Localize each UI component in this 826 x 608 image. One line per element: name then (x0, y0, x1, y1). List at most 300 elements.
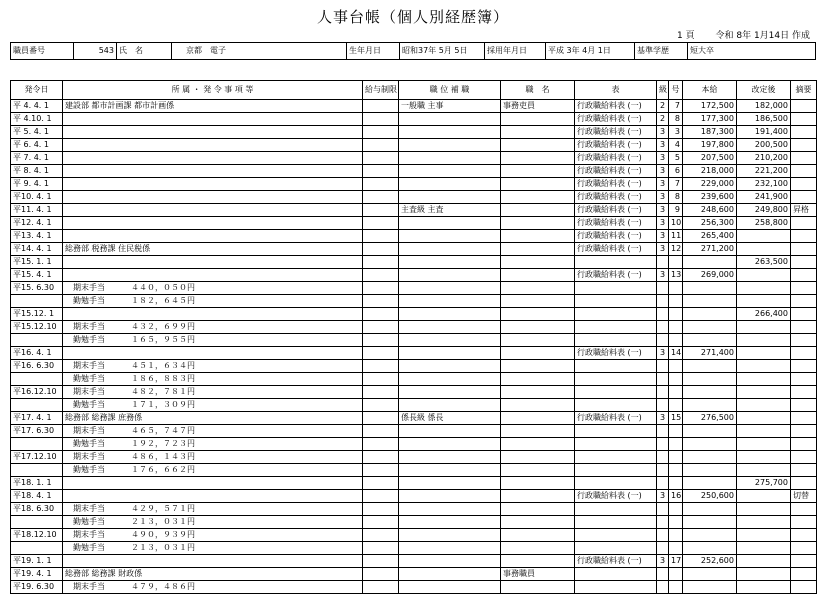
row-pay (683, 399, 737, 412)
row-grade: 3 (657, 217, 669, 230)
table-row (11, 373, 817, 386)
row-title (501, 243, 575, 256)
row-note (791, 126, 817, 139)
row-title (501, 438, 575, 451)
row-note (791, 243, 817, 256)
row-grade (657, 516, 669, 529)
row-position (399, 464, 501, 477)
row-pay (683, 334, 737, 347)
row-date: 平16. 6.30 (11, 360, 63, 373)
row-table: 行政職給料表 (一) (575, 555, 657, 568)
col-restrict: 給与制限 (363, 81, 399, 100)
row-revised (737, 334, 791, 347)
row-dept (63, 334, 363, 347)
row-title (501, 490, 575, 503)
col-grade: 級 (657, 81, 669, 100)
row-revised (737, 269, 791, 282)
row-table (575, 334, 657, 347)
row-revised: 191,400 (737, 126, 791, 139)
row-table (575, 256, 657, 269)
row-dept (63, 438, 363, 451)
row-revised (737, 529, 791, 542)
row-restrict (363, 295, 399, 308)
row-title (501, 503, 575, 516)
bonus-amount: ４３２，６９９円 (131, 322, 195, 331)
row-title (501, 464, 575, 477)
row-pay (683, 529, 737, 542)
row-note (791, 451, 817, 464)
row-table (575, 386, 657, 399)
table-row (11, 542, 817, 555)
row-pay (683, 516, 737, 529)
row-date: 平18. 4. 1 (11, 490, 63, 503)
row-date: 平19. 4. 1 (11, 568, 63, 581)
name-value: 京都 電子 (172, 43, 347, 60)
table-row (11, 295, 817, 308)
row-step (669, 399, 683, 412)
row-table: 行政職給料表 (一) (575, 178, 657, 191)
row-date: 平17.12.10 (11, 451, 63, 464)
row-date (11, 464, 63, 477)
row-grade (657, 438, 669, 451)
col-date: 発令日 (11, 81, 63, 100)
row-position (399, 178, 501, 191)
row-step: 13 (669, 269, 683, 282)
row-date: 平 6. 4. 1 (11, 139, 63, 152)
row-pay (683, 308, 737, 321)
row-table: 行政職給料表 (一) (575, 347, 657, 360)
row-table (575, 542, 657, 555)
row-grade (657, 334, 669, 347)
name-label: 氏 名 (117, 43, 172, 60)
row-note (791, 165, 817, 178)
col-step: 号 (669, 81, 683, 100)
row-position (399, 191, 501, 204)
row-position (399, 321, 501, 334)
row-step (669, 581, 683, 594)
row-note (791, 100, 817, 113)
row-revised: 186,500 (737, 113, 791, 126)
row-note (791, 230, 817, 243)
row-title (501, 321, 575, 334)
row-restrict (363, 243, 399, 256)
row-date: 平15.12. 1 (11, 308, 63, 321)
row-dept (63, 113, 363, 126)
row-revised (737, 282, 791, 295)
row-note (791, 477, 817, 490)
row-position (399, 581, 501, 594)
column-header-row (11, 81, 817, 100)
bonus-type: 勤勉手当 (73, 335, 105, 344)
row-note (791, 503, 817, 516)
row-title (501, 477, 575, 490)
row-dept (63, 399, 363, 412)
row-restrict (363, 152, 399, 165)
row-table: 行政職給料表 (一) (575, 152, 657, 165)
table-row (11, 490, 817, 503)
row-grade (657, 542, 669, 555)
row-date: 平15. 6.30 (11, 282, 63, 295)
row-revised (737, 373, 791, 386)
row-title (501, 386, 575, 399)
birth-label: 生年月日 (347, 43, 400, 60)
row-step (669, 542, 683, 555)
bonus-amount: ４７９，４８６円 (131, 582, 195, 591)
row-revised (737, 412, 791, 425)
row-restrict (363, 438, 399, 451)
bonus-amount: １９２，７２３円 (131, 439, 195, 448)
row-pay (683, 360, 737, 373)
row-table (575, 399, 657, 412)
row-step (669, 308, 683, 321)
row-note (791, 256, 817, 269)
row-note (791, 516, 817, 529)
row-note (791, 282, 817, 295)
row-restrict (363, 256, 399, 269)
bonus-type: 勤勉手当 (73, 400, 105, 409)
bonus-type: 期末手当 (73, 452, 105, 461)
row-title (501, 451, 575, 464)
row-pay: 252,600 (683, 555, 737, 568)
row-restrict (363, 360, 399, 373)
col-note: 摘要 (791, 81, 817, 100)
page-number: 1 頁 (677, 31, 695, 41)
row-pay: 256,300 (683, 217, 737, 230)
hire-label: 採用年月日 (485, 43, 546, 60)
row-table: 行政職給料表 (一) (575, 269, 657, 282)
row-table (575, 568, 657, 581)
row-note (791, 542, 817, 555)
row-grade (657, 386, 669, 399)
table-row (11, 529, 817, 542)
row-revised: 275,700 (737, 477, 791, 490)
row-restrict (363, 581, 399, 594)
row-restrict (363, 321, 399, 334)
row-position (399, 555, 501, 568)
table-row (11, 516, 817, 529)
row-restrict (363, 347, 399, 360)
row-pay: 276,500 (683, 412, 737, 425)
bonus-type: 期末手当 (73, 322, 105, 331)
table-row (11, 581, 817, 594)
bonus-type: 期末手当 (73, 283, 105, 292)
row-note (791, 334, 817, 347)
row-pay (683, 542, 737, 555)
row-note: 昇格 (791, 204, 817, 217)
row-table: 行政職給料表 (一) (575, 230, 657, 243)
row-revised (737, 386, 791, 399)
row-step: 12 (669, 243, 683, 256)
row-table: 行政職給料表 (一) (575, 113, 657, 126)
row-pay: 271,200 (683, 243, 737, 256)
row-restrict (363, 139, 399, 152)
row-date: 平15. 1. 1 (11, 256, 63, 269)
row-table (575, 373, 657, 386)
row-note (791, 529, 817, 542)
row-position (399, 438, 501, 451)
row-restrict (363, 412, 399, 425)
row-position (399, 451, 501, 464)
row-step (669, 451, 683, 464)
table-row (11, 308, 817, 321)
row-dept (63, 152, 363, 165)
row-step: 7 (669, 178, 683, 191)
row-grade (657, 373, 669, 386)
row-grade: 3 (657, 204, 669, 217)
row-dept (63, 191, 363, 204)
row-restrict (363, 230, 399, 243)
row-date: 平 7. 4. 1 (11, 152, 63, 165)
row-pay (683, 386, 737, 399)
bonus-amount: ４８６，１４３円 (131, 452, 195, 461)
row-note (791, 113, 817, 126)
table-row (11, 230, 817, 243)
row-revised (737, 347, 791, 360)
row-title (501, 425, 575, 438)
row-note (791, 295, 817, 308)
row-dept (63, 269, 363, 282)
row-date: 平17. 4. 1 (11, 412, 63, 425)
employee-header-table (10, 42, 816, 60)
row-title (501, 581, 575, 594)
row-revised (737, 503, 791, 516)
row-pay (683, 477, 737, 490)
row-position (399, 347, 501, 360)
row-table (575, 321, 657, 334)
row-position: 主査級 主査 (399, 204, 501, 217)
row-revised (737, 516, 791, 529)
row-note (791, 191, 817, 204)
row-step: 11 (669, 230, 683, 243)
row-table (575, 308, 657, 321)
row-revised (737, 581, 791, 594)
row-restrict (363, 451, 399, 464)
table-row (11, 321, 817, 334)
bonus-type: 勤勉手当 (73, 374, 105, 383)
row-grade (657, 295, 669, 308)
row-table (575, 282, 657, 295)
bonus-type: 期末手当 (73, 530, 105, 539)
bonus-type: 勤勉手当 (73, 543, 105, 552)
row-grade (657, 425, 669, 438)
row-date: 平18. 6.30 (11, 503, 63, 516)
row-grade: 3 (657, 191, 669, 204)
row-table: 行政職給料表 (一) (575, 204, 657, 217)
table-row (11, 282, 817, 295)
row-note (791, 568, 817, 581)
row-revised (737, 399, 791, 412)
row-position (399, 295, 501, 308)
row-step (669, 321, 683, 334)
row-restrict (363, 269, 399, 282)
row-pay (683, 568, 737, 581)
row-restrict (363, 490, 399, 503)
row-restrict (363, 191, 399, 204)
table-row (11, 334, 817, 347)
row-restrict (363, 399, 399, 412)
row-restrict (363, 568, 399, 581)
birth-value: 昭和37年 5月 5日 (400, 43, 485, 60)
row-note (791, 438, 817, 451)
row-note (791, 581, 817, 594)
row-date: 平18. 1. 1 (11, 477, 63, 490)
row-step: 6 (669, 165, 683, 178)
row-grade: 3 (657, 555, 669, 568)
row-revised: 200,500 (737, 139, 791, 152)
row-date: 平 8. 4. 1 (11, 165, 63, 178)
row-dept (63, 256, 363, 269)
created-date: 令和 8年 1月14日 作成 (715, 31, 810, 41)
row-step: 16 (669, 490, 683, 503)
row-revised: 241,900 (737, 191, 791, 204)
bonus-type: 勤勉手当 (73, 517, 105, 526)
row-step (669, 477, 683, 490)
row-dept (63, 529, 363, 542)
col-dept: 所 属 ・ 発 令 事 項 等 (63, 81, 363, 100)
row-dept (63, 581, 363, 594)
row-note (791, 217, 817, 230)
row-step: 5 (669, 152, 683, 165)
row-date: 平14. 4. 1 (11, 243, 63, 256)
row-pay (683, 451, 737, 464)
row-title (501, 373, 575, 386)
row-dept (63, 386, 363, 399)
row-date: 平16.12.10 (11, 386, 63, 399)
emp-no-label: 職員番号 (11, 43, 74, 60)
row-revised: 232,100 (737, 178, 791, 191)
row-position (399, 568, 501, 581)
row-step (669, 438, 683, 451)
row-table (575, 295, 657, 308)
row-dept: 総務部 総務課 庶務係 (63, 412, 363, 425)
bonus-type: 期末手当 (73, 504, 105, 513)
row-position (399, 256, 501, 269)
table-row (11, 126, 817, 139)
row-step: 14 (669, 347, 683, 360)
row-dept (63, 139, 363, 152)
row-revised: 182,000 (737, 100, 791, 113)
row-dept (63, 295, 363, 308)
row-step: 15 (669, 412, 683, 425)
row-table: 行政職給料表 (一) (575, 139, 657, 152)
row-revised (737, 243, 791, 256)
row-dept: 総務部 総務課 財政係 (63, 568, 363, 581)
row-grade (657, 568, 669, 581)
row-title (501, 230, 575, 243)
row-step: 8 (669, 113, 683, 126)
row-date: 平16. 4. 1 (11, 347, 63, 360)
row-date: 平13. 4. 1 (11, 230, 63, 243)
row-date: 平 4.10. 1 (11, 113, 63, 126)
row-dept (63, 425, 363, 438)
row-position (399, 152, 501, 165)
table-row (11, 386, 817, 399)
bonus-type: 勤勉手当 (73, 465, 105, 474)
row-step (669, 568, 683, 581)
row-title: 事務職員 (501, 568, 575, 581)
row-step (669, 503, 683, 516)
row-table (575, 503, 657, 516)
row-restrict (363, 542, 399, 555)
edu-label: 基準学歴 (635, 43, 688, 60)
table-row (11, 191, 817, 204)
row-pay: 250,600 (683, 490, 737, 503)
row-pay: 271,400 (683, 347, 737, 360)
row-date: 平 9. 4. 1 (11, 178, 63, 191)
row-restrict (363, 386, 399, 399)
row-revised (737, 360, 791, 373)
row-title (501, 360, 575, 373)
col-title: 職 名 (501, 81, 575, 100)
row-grade (657, 464, 669, 477)
row-restrict (363, 334, 399, 347)
row-dept (63, 204, 363, 217)
row-table (575, 438, 657, 451)
row-revised (737, 321, 791, 334)
row-grade: 3 (657, 347, 669, 360)
row-grade (657, 321, 669, 334)
row-position (399, 308, 501, 321)
row-revised (737, 451, 791, 464)
bonus-type: 期末手当 (73, 426, 105, 435)
row-dept (63, 464, 363, 477)
row-table: 行政職給料表 (一) (575, 243, 657, 256)
row-dept (63, 165, 363, 178)
bonus-amount: ４２９，５７１円 (131, 504, 195, 513)
row-title (501, 516, 575, 529)
row-date: 平 5. 4. 1 (11, 126, 63, 139)
row-pay (683, 425, 737, 438)
row-grade: 3 (657, 243, 669, 256)
bonus-amount: ４６５，７４７円 (131, 426, 195, 435)
row-pay: 265,400 (683, 230, 737, 243)
row-grade (657, 451, 669, 464)
row-note (791, 269, 817, 282)
row-revised: 258,800 (737, 217, 791, 230)
row-restrict (363, 308, 399, 321)
row-restrict (363, 126, 399, 139)
col-table: 表 (575, 81, 657, 100)
row-dept: 総務部 税務課 住民税係 (63, 243, 363, 256)
row-step (669, 464, 683, 477)
row-dept (63, 230, 363, 243)
row-position (399, 269, 501, 282)
row-table: 行政職給料表 (一) (575, 412, 657, 425)
row-title (501, 139, 575, 152)
row-revised: 221,200 (737, 165, 791, 178)
row-pay (683, 282, 737, 295)
table-row (11, 204, 817, 217)
row-revised (737, 425, 791, 438)
table-row (11, 165, 817, 178)
bonus-type: 勤勉手当 (73, 296, 105, 305)
row-note (791, 347, 817, 360)
table-row (11, 477, 817, 490)
row-date: 平17. 6.30 (11, 425, 63, 438)
row-date: 平15.12.10 (11, 321, 63, 334)
row-pay: 218,000 (683, 165, 737, 178)
table-row (11, 399, 817, 412)
row-revised: 210,200 (737, 152, 791, 165)
row-pay (683, 581, 737, 594)
table-row (11, 217, 817, 230)
row-step (669, 373, 683, 386)
bonus-amount: １８６，８８３円 (131, 374, 195, 383)
row-grade (657, 256, 669, 269)
row-step: 10 (669, 217, 683, 230)
row-date (11, 399, 63, 412)
row-date (11, 373, 63, 386)
